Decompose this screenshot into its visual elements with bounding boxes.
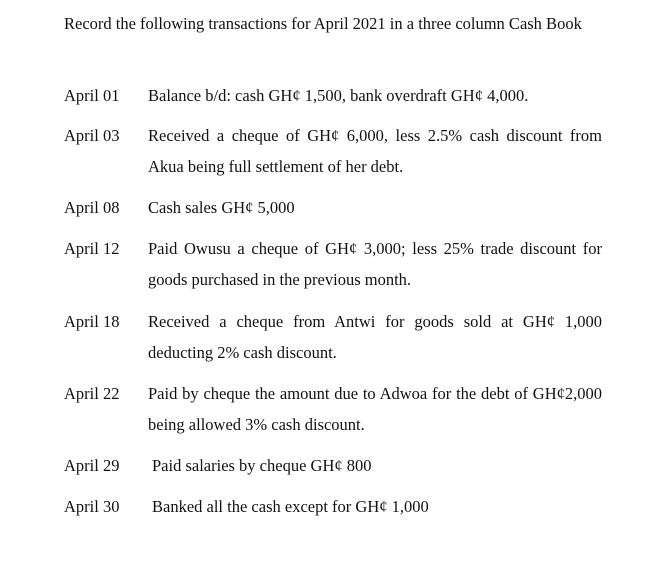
- transaction-date: April 08: [64, 198, 120, 217]
- transaction-description: Paid salaries by cheque GH¢ 800: [152, 456, 372, 475]
- transaction-description: Received a cheque from Antwi for goods sold at GH¢ 1,000 deducting 2% cash discount.: [148, 312, 602, 362]
- instructions-text: Record the following transactions for April 2021 in a three column Cash Book: [64, 14, 582, 33]
- transaction-date: April 22: [64, 384, 120, 403]
- transaction-description: Cash sales GH¢ 5,000: [148, 198, 295, 217]
- transaction-date: April 01: [64, 86, 120, 105]
- transaction-description: Received a cheque of GH¢ 6,000, less 2.5% cash discount from Akua being full settlement of her debt.: [148, 126, 602, 176]
- transaction-date: April 18: [64, 312, 120, 331]
- transaction-date: April 12: [64, 239, 120, 258]
- transaction-date: April 03: [64, 126, 120, 145]
- transaction-description: Balance b/d: cash GH¢ 1,500, bank overdraft GH¢ 4,000.: [148, 86, 529, 105]
- transaction-description: Paid by cheque the amount due to Adwoa for the debt of GH¢2,000 being allowed 3% cash discount.: [148, 384, 602, 434]
- transaction-date: April 29: [64, 456, 120, 475]
- transaction-description: Banked all the cash except for GH¢ 1,000: [152, 497, 429, 516]
- transaction-description: Paid Owusu a cheque of GH¢ 3,000; less 25% trade discount for goods purchased in the previous month.: [148, 239, 602, 289]
- transaction-date: April 30: [64, 497, 120, 516]
